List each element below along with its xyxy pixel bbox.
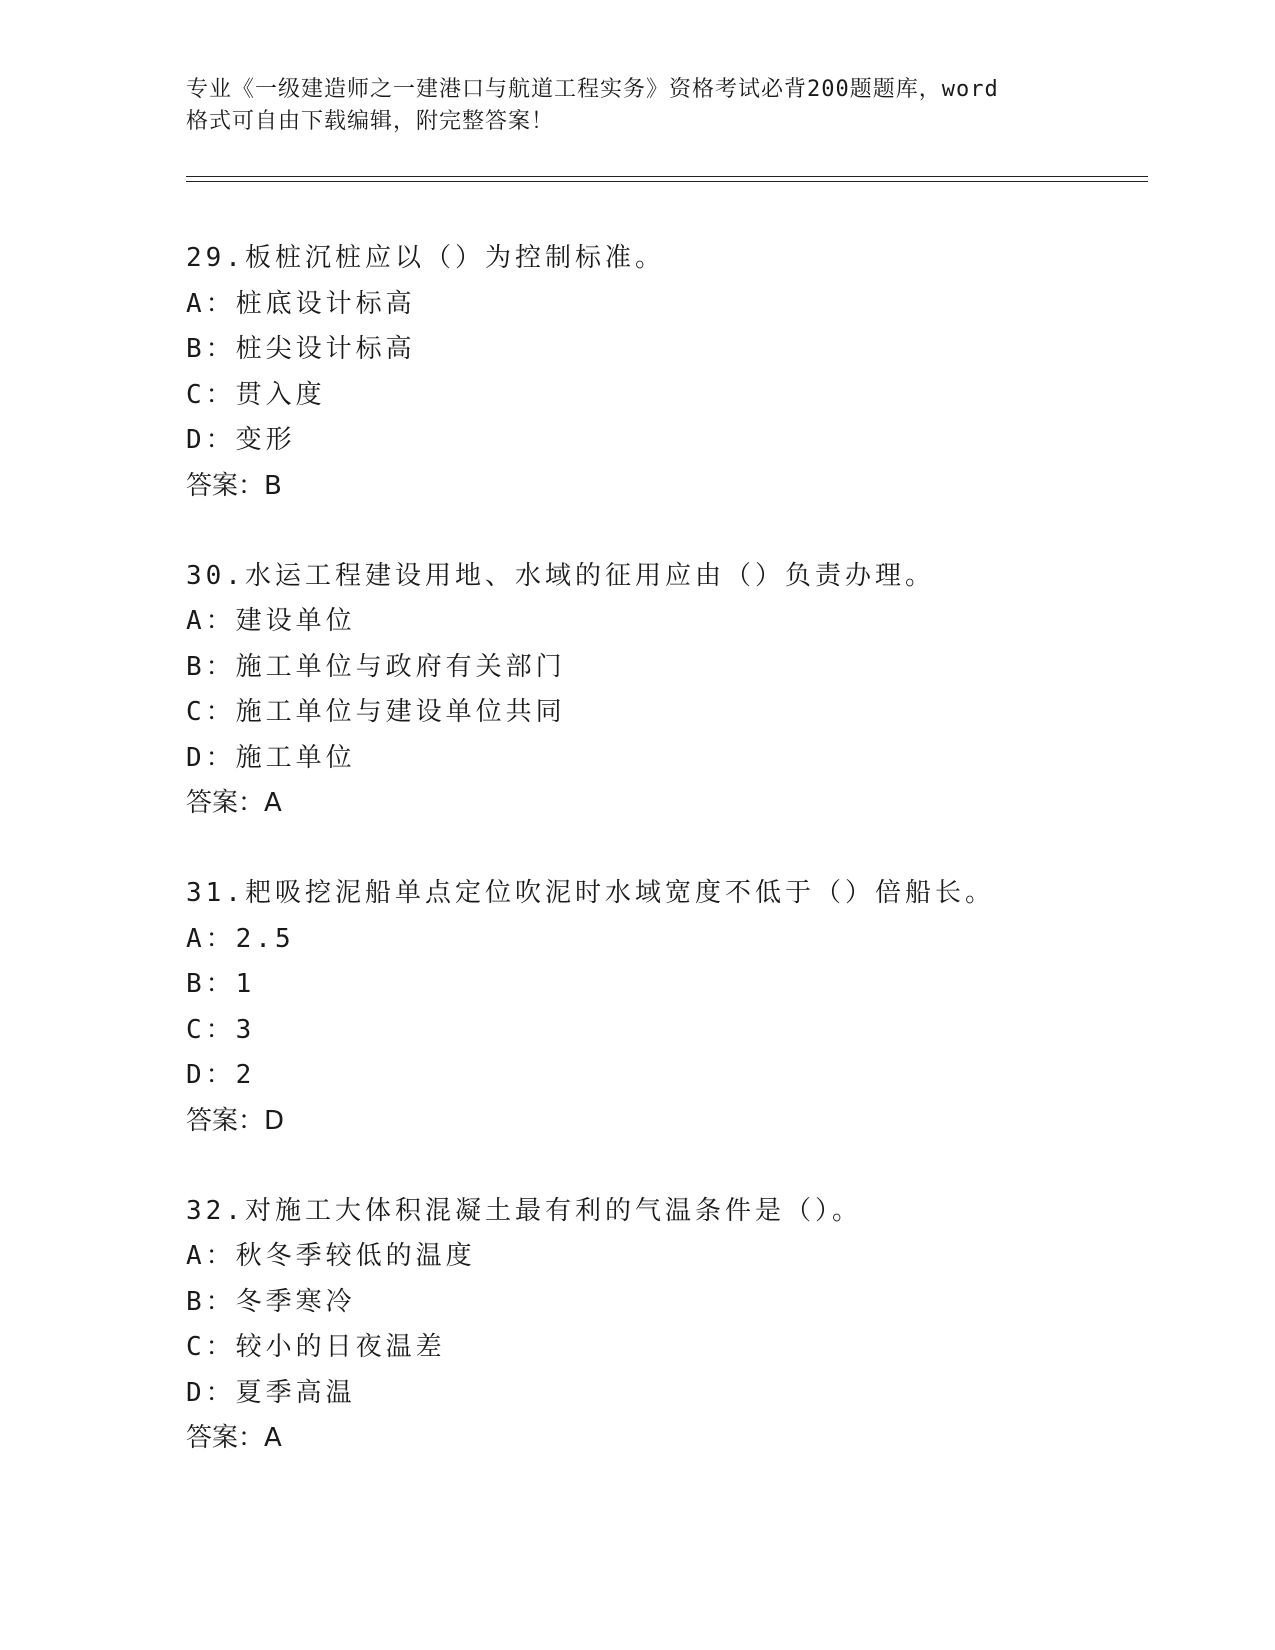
header-line-2: 格式可自由下载编辑，附完整答案！ bbox=[186, 109, 555, 134]
header-rule-top bbox=[186, 176, 1148, 177]
question-item bbox=[186, 236, 1146, 509]
option-d: D：2 bbox=[186, 1060, 256, 1090]
option-b: B：桩尖设计标高 bbox=[186, 334, 416, 364]
header-rule-bottom bbox=[186, 181, 1148, 182]
header-line-1: 专业《一级建造师之一建港口与航道工程实务》资格考试必背200题题库，word bbox=[186, 77, 999, 102]
option-a: A：建设单位 bbox=[186, 606, 356, 636]
option-d: D：施工单位 bbox=[186, 742, 356, 773]
option-c: C：施工单位与建设单位共同 bbox=[186, 697, 566, 727]
question-stem: 29.板桩沉桩应以（）为控制标准。 bbox=[186, 243, 665, 273]
question-item bbox=[186, 554, 1146, 827]
option-a: A：秋冬季较低的温度 bbox=[186, 1241, 476, 1271]
question-answer: 答案：A bbox=[186, 1423, 282, 1453]
option-d: D：夏季高温 bbox=[186, 1377, 356, 1408]
question-item bbox=[186, 1189, 1146, 1462]
option-b: B：冬季寒冷 bbox=[186, 1286, 356, 1317]
option-b: B：1 bbox=[186, 969, 256, 999]
question-answer: 答案：D bbox=[186, 1105, 285, 1136]
question-stem: 30.水运工程建设用地、水域的征用应由（）负责办理。 bbox=[186, 560, 935, 591]
option-c: C：贯入度 bbox=[186, 379, 326, 410]
question-item bbox=[186, 871, 1146, 1144]
option-a: A：2.5 bbox=[186, 923, 295, 954]
question-stem: 31.耙吸挖泥船单点定位吹泥时水域宽度不低于（）倍船长。 bbox=[186, 878, 995, 908]
option-c: C：3 bbox=[186, 1014, 256, 1045]
option-b: B：施工单位与政府有关部门 bbox=[186, 651, 566, 682]
question-stem: 32.对施工大体积混凝土最有利的气温条件是（）。 bbox=[186, 1195, 862, 1226]
option-a: A：桩底设计标高 bbox=[186, 288, 416, 319]
document-header bbox=[186, 74, 1086, 138]
question-answer: 答案：B bbox=[186, 470, 282, 501]
question-answer: 答案：A bbox=[186, 788, 282, 818]
option-d: D：变形 bbox=[186, 425, 296, 455]
option-c: C：较小的日夜温差 bbox=[186, 1332, 446, 1362]
question-list bbox=[186, 236, 1146, 1506]
